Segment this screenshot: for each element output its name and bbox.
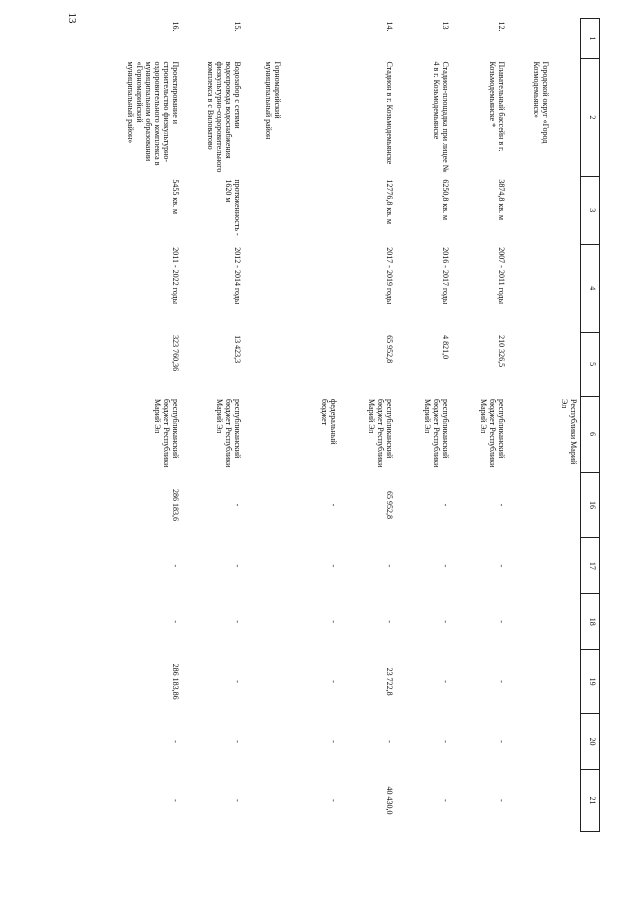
table-cell [509, 538, 553, 594]
table-cell: 4 821,0 [441, 335, 451, 360]
table-cell [245, 538, 285, 594]
table-cell [285, 19, 341, 59]
table-cell [245, 769, 285, 831]
table-cell: 12. [497, 21, 507, 32]
col-header: 17 [581, 538, 600, 594]
table-row [341, 19, 397, 832]
table-cell [553, 244, 581, 332]
table-cell: - [497, 680, 507, 683]
table-cell: - [329, 740, 339, 743]
table-row [509, 19, 553, 832]
table-cell: 15. [233, 21, 243, 32]
table-cell: - [441, 799, 451, 802]
table-cell: 2011 - 2022 годы [171, 247, 181, 304]
table-cell [245, 332, 285, 396]
table-cell: Стадион-площадка при лицее № 4 в г. Козьмодемьянске [432, 61, 451, 173]
table-cell [553, 19, 581, 59]
table-cell [553, 176, 581, 244]
col-header: 5 [581, 332, 600, 396]
table-cell: 40 430,0 [385, 786, 395, 815]
table-cell [509, 244, 553, 332]
table-cell: - [171, 564, 181, 568]
table-cell: - [385, 564, 395, 568]
table-cell: 2012 - 2014 годы [233, 247, 243, 305]
table-cell: республиканский бюджет Республики Марий Эл [215, 399, 243, 468]
table-cell: федеральный бюджет [320, 399, 339, 445]
table-row [99, 19, 183, 832]
table-cell: 6250,8 кв. м [441, 179, 451, 221]
table-cell: - [233, 503, 243, 507]
table-cell [509, 769, 553, 831]
table-cell [553, 714, 581, 770]
table-cell: - [233, 564, 243, 568]
table-cell: 210 326,5 [497, 335, 507, 368]
table-cell: 65 952,8 [385, 335, 395, 364]
table-cell: - [385, 620, 395, 624]
table-cell: 65 952,8 [385, 490, 395, 519]
table-cell [509, 332, 553, 396]
col-header: 16 [581, 472, 600, 538]
table-cell: республиканский бюджет Республики Марий Эл [367, 399, 395, 468]
table-cell [509, 472, 553, 538]
table-cell: - [441, 564, 451, 568]
table-cell: 14. [385, 21, 395, 32]
table-cell: 3874,8 кв. м [497, 179, 507, 221]
table-cell [245, 396, 285, 472]
table-cell [285, 332, 341, 396]
table-cell [285, 58, 341, 176]
table-cell: - [385, 740, 395, 743]
table-cell: - [497, 799, 507, 802]
table-cell: - [171, 620, 181, 624]
table-cell: - [441, 680, 451, 683]
table-cell [509, 714, 553, 770]
table-cell: - [497, 564, 507, 568]
table-cell [509, 594, 553, 650]
table-cell: - [497, 503, 507, 507]
table-cell: 2007 - 2011 годы [497, 247, 507, 304]
table-row [183, 19, 245, 832]
table-cell [245, 176, 285, 244]
table-cell: республиканский бюджет Республики Марий Эл [479, 399, 507, 468]
col-header: 2 [581, 58, 600, 176]
table-cell [553, 472, 581, 538]
table-cell: Республики Марий Эл [559, 399, 578, 465]
table-cell: республиканский бюджет Республики Марий Эл [423, 399, 451, 468]
table-cell [245, 19, 285, 59]
table-cell: Водозабор с сетями водопровода водоснабжения физкультурно-оздоровительного комплекса в с Виловатово [205, 61, 243, 173]
table-cell: 13 423,3 [233, 335, 243, 364]
table-cell: протяженность - 1620 м [224, 179, 243, 236]
table-cell: - [233, 740, 243, 743]
data-table [99, 18, 601, 832]
table-cell [509, 650, 553, 714]
table-cell [553, 58, 581, 176]
table-cell: 286 183,86 [171, 663, 181, 700]
table-cell: 286 183,6 [171, 488, 181, 521]
table-row [553, 19, 581, 832]
table-cell [553, 650, 581, 714]
table-cell: 12776,8 кв. м [385, 179, 395, 225]
table-cell [245, 472, 285, 538]
table-cell: Горномарийский муниципальный район [264, 61, 283, 140]
table-cell: Стадион в г. Козьмодемьянске [385, 61, 395, 165]
table-cell: 5455 кв. м [171, 179, 181, 215]
table-cell [509, 396, 553, 472]
table-cell: - [329, 799, 339, 802]
table-cell: - [441, 620, 451, 624]
table-cell: - [329, 564, 339, 568]
col-header: 3 [581, 176, 600, 244]
table-cell: 2017 - 2019 годы [385, 247, 395, 305]
table-row [453, 19, 509, 832]
table-cell: - [329, 620, 339, 624]
table-cell [245, 244, 285, 332]
table-body [99, 19, 581, 832]
table-cell: 13 [441, 21, 451, 30]
table-cell [553, 332, 581, 396]
table-cell: - [233, 799, 243, 802]
table-cell: Проектирование и строительство физкультурно-оздоровительного комплекса в муниципальном образовании «Горномарийский муниципальный район» [125, 61, 181, 166]
table-row [245, 19, 285, 832]
table-cell: - [171, 740, 181, 743]
col-header: 20 [581, 714, 600, 770]
table-cell [245, 650, 285, 714]
col-header: 18 [581, 594, 600, 650]
col-header: 6 [581, 396, 600, 472]
col-header: 19 [581, 650, 600, 714]
table-cell [245, 594, 285, 650]
col-header: 21 [581, 769, 600, 831]
table-cell: - [329, 503, 339, 507]
table-cell [509, 176, 553, 244]
table-cell: Плавательный бассейн в г. Козьмодемьянске * [488, 61, 507, 152]
table-cell: - [497, 740, 507, 743]
table-cell: - [441, 503, 451, 507]
table-cell [509, 19, 553, 59]
rotated-table-sheet [25, 18, 600, 832]
table-row [397, 19, 453, 832]
table-cell: 16. [171, 21, 181, 32]
table-cell: Городской округ «Город Козмодемьянск» [532, 61, 551, 144]
col-header: 1 [581, 19, 600, 59]
table-cell: 2016 - 2017 годы [441, 247, 451, 305]
table-cell [553, 594, 581, 650]
table-cell [285, 176, 341, 244]
page-number-text: 13 [66, 12, 78, 24]
column-header-row [581, 19, 600, 832]
table-cell [553, 538, 581, 594]
table-cell: - [233, 620, 243, 624]
table-cell [553, 769, 581, 831]
table-cell: - [497, 620, 507, 624]
table-cell [285, 244, 341, 332]
table-cell: республиканский бюджет Республики Марий Эл [153, 399, 181, 468]
table-cell: 323 760,36 [171, 335, 181, 372]
col-header: 4 [581, 244, 600, 332]
table-cell: 23 722,8 [385, 667, 395, 696]
table-row [285, 19, 341, 832]
table-cell: - [171, 799, 181, 802]
table-cell: - [233, 680, 243, 683]
table-cell [245, 714, 285, 770]
table-cell: - [329, 680, 339, 683]
table-cell: - [441, 740, 451, 743]
